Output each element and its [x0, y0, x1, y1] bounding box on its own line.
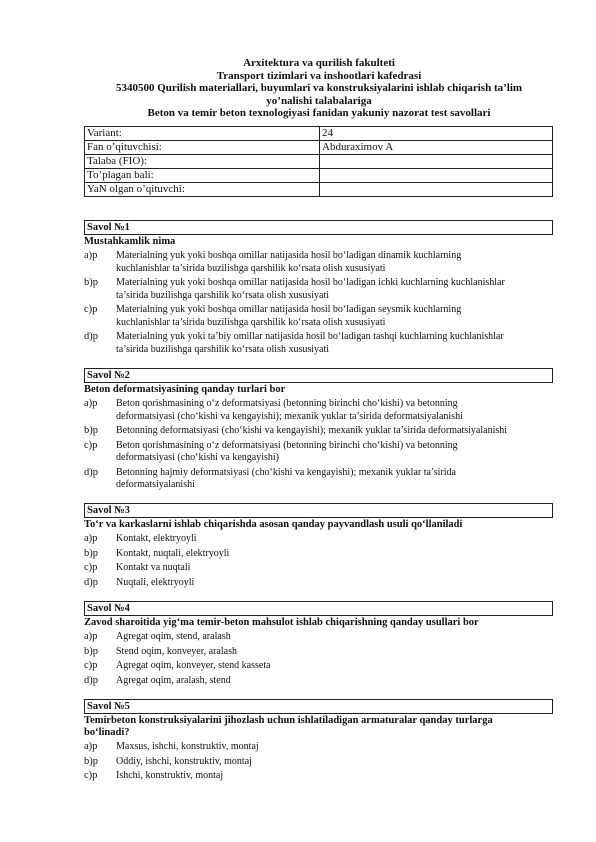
option-text-line: Beton qorishmasining o‘z deformatsiyasi (betonning birinchi cho‘kishi) va betonning — [116, 398, 458, 409]
answer-option[interactable] — [84, 440, 553, 465]
answer-option[interactable] — [84, 467, 553, 492]
department-title: Transport tizimlari va inshootlari kafedrasi — [216, 69, 422, 82]
info-label: To’plagan bali: — [85, 169, 320, 183]
option-label: b)p — [84, 755, 98, 767]
option-text-line: kuchlanishlar ta’sirida buzilishga qarshilik ko‘rsata olish xususiyati — [116, 316, 386, 328]
option-text-line: Betonning hajmiy deformatsiyasi (cho‘kishi va kengayishi); mexanik yuklar ta’sirida — [116, 466, 456, 478]
option-label: d)p — [84, 331, 98, 342]
option-label: b)p — [84, 645, 98, 657]
option-text-line: Materialning yuk yoki boshqa omillar natijasida hosil bo‘ladigan ichki kuchlarning kuchlanishlar — [116, 277, 505, 288]
test-title: Beton va temir beton texnologiyasi fanidan yakuniy nazorat test savollari — [147, 107, 491, 119]
question-2 — [84, 368, 553, 492]
answer-option[interactable] — [84, 631, 553, 644]
answer-option[interactable] — [84, 660, 553, 673]
info-row-student — [85, 155, 553, 169]
answer-option[interactable] — [84, 675, 553, 688]
question-text: Beton deformatsiyasining qanday turlari bor — [84, 384, 286, 395]
option-text-line: deformatsiyasi (cho‘kishi va kengayishi); mexanik yuklar ta’sirida deformatsiyalanishi — [116, 410, 463, 422]
option-text-line: Oddiy, ishchi, konstruktiv, montaj — [116, 755, 252, 767]
option-text-line: Materialning yuk yoki boshqa omillar natijasida hosil bo‘ladigan seysmik kuchlarning — [116, 304, 462, 315]
option-text-line: Kontakt, nuqtali, elektryoyli — [116, 547, 230, 559]
option-label: d)p — [84, 466, 98, 478]
option-text-line: Stend oqim, konveyer, aralash — [116, 645, 237, 657]
answer-option[interactable] — [84, 741, 553, 754]
option-label: b)p — [84, 425, 98, 436]
info-value[interactable] — [320, 169, 553, 183]
program-title-cont: yo’nalishi talabalariga — [266, 94, 372, 107]
option-text-line: Maxsus, ishchi, konstruktiv, montaj — [116, 741, 259, 752]
info-row-score — [85, 169, 553, 183]
question-number: Savol №1 — [84, 220, 553, 235]
info-label: YaN olgan o’qituvchi: — [85, 183, 320, 197]
option-label: d)p — [84, 674, 98, 686]
answer-option[interactable] — [84, 331, 553, 356]
option-label: d)p — [84, 576, 98, 588]
option-label: a)p — [84, 250, 98, 261]
option-text-line: deformatsiyasi (cho‘kishi va kengayishi) — [116, 452, 280, 463]
info-value: 24 — [320, 127, 553, 141]
answer-option[interactable] — [84, 562, 553, 575]
option-label: c)p — [84, 304, 98, 315]
info-value[interactable] — [320, 155, 553, 169]
option-label: c)p — [84, 439, 98, 451]
answer-option[interactable] — [84, 770, 553, 783]
option-label: a)p — [84, 741, 98, 752]
info-row-examiner — [85, 183, 553, 197]
question-text: To‘r va karkaslarni ishlab chiqarishda asosan qanday payvandlash usuli qo‘llaniladi — [84, 519, 463, 530]
question-number: Savol №4 — [84, 601, 553, 616]
option-label: a)p — [84, 398, 98, 409]
info-label: Talaba (FIO): — [85, 155, 320, 169]
option-text-line: Agregat oqim, aralash, stend — [116, 674, 231, 686]
option-text-line: ta’sirida buzilishga qarshilik ko‘rsata olish xususiyati — [116, 289, 330, 301]
answer-option[interactable] — [84, 304, 553, 329]
answer-option[interactable] — [84, 548, 553, 561]
question-number: Savol №3 — [84, 503, 553, 518]
option-text-line: Materialning yuk yoki boshqa omillar natijasida hosil bo‘ladigan dinamik kuchlarning — [116, 250, 462, 261]
info-value[interactable] — [320, 183, 553, 197]
option-label: b)p — [84, 547, 98, 559]
option-text-line: Kontakt va nuqtali — [116, 562, 191, 573]
option-text-line: kuchlanishlar ta’sirida buzilishga qarshilik ko‘rsata olish xususiyati — [116, 262, 386, 274]
option-text-line: Betonning deformatsiyasi (cho‘kishi va kengayishi); mexanik yuklar ta’sirida deformatsiyalanishi — [116, 425, 508, 436]
info-row-variant — [85, 127, 553, 141]
question-text: Temirbeton konstruksiyalarini jihozlash uchun ishlatiladigan armaturalar qanday turlarga bo‘linadi? — [84, 715, 493, 738]
info-value: Abduraximov A — [320, 141, 553, 155]
answer-option[interactable] — [84, 250, 553, 275]
info-table — [84, 126, 553, 197]
question-number: Savol №2 — [84, 368, 553, 383]
info-label: Variant: — [85, 127, 320, 141]
option-text-line: deformatsiyalanishi — [116, 479, 195, 490]
answer-option[interactable] — [84, 533, 553, 546]
option-text-line: ta’sirida buzilishga qarshilik ko‘rsata olish xususiyati — [116, 343, 330, 355]
option-label: c)p — [84, 562, 98, 573]
question-4 — [84, 601, 553, 687]
program-title: 5340500 Qurilish materiallari, buyumlari va konstruksiyalarini ishlab chiqarish ta’lim — [115, 82, 523, 94]
option-text-line: Ishchi, konstruktiv, montaj — [116, 770, 224, 781]
option-text-line: Beton qorishmasining o‘z deformatsiyasi (betonning birinchi cho‘kishi) va betonning — [116, 439, 458, 451]
answer-option[interactable] — [84, 398, 553, 423]
answer-option[interactable] — [84, 646, 553, 659]
option-text-line: Kontakt, elektryoyli — [116, 533, 197, 544]
option-label: a)p — [84, 631, 98, 642]
info-label: Fan o’qituvchisi: — [85, 141, 320, 155]
option-label: a)p — [84, 533, 98, 544]
answer-option[interactable] — [84, 277, 553, 302]
page-header — [84, 57, 554, 120]
option-label: c)p — [84, 660, 98, 671]
question-1 — [84, 220, 553, 356]
answer-option[interactable] — [84, 756, 553, 769]
option-text-line: Agregat oqim, stend, aralash — [116, 631, 231, 642]
question-text: Zavod sharoitida yig‘ma temir-beton mahsulot ishlab chiqarishning qanday usullari bor — [84, 617, 479, 628]
info-row-teacher — [85, 141, 553, 155]
option-text-line: Agregat oqim, konveyer, stend kasseta — [116, 660, 271, 671]
answer-option[interactable] — [84, 425, 553, 438]
option-label: c)p — [84, 770, 98, 781]
question-text: Mustahkamlik nima — [84, 236, 176, 247]
faculty-title: Arxitektura va qurilish fakulteti — [243, 57, 395, 69]
question-number: Savol №5 — [84, 699, 553, 714]
question-3 — [84, 503, 553, 589]
question-5 — [84, 699, 553, 783]
option-text-line: Nuqtali, elektryoyli — [116, 576, 195, 588]
option-text-line: Materialning yuk yoki ta’biy omillar natijasida hosil bo‘ladigan tashqi kuchlarning kuchlanishlar — [116, 331, 504, 342]
answer-option[interactable] — [84, 577, 553, 590]
option-label: b)p — [84, 277, 98, 288]
